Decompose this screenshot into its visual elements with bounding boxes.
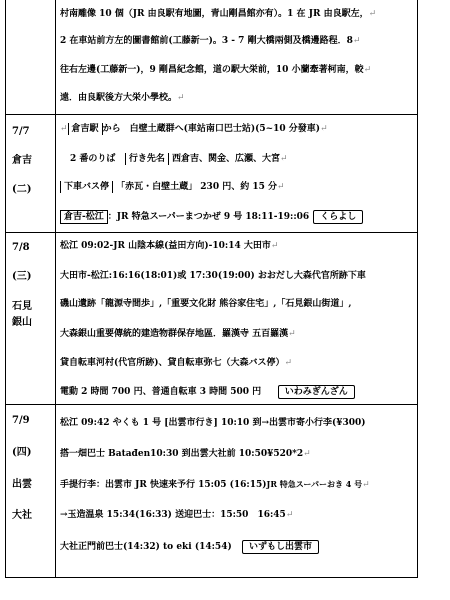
day-place: 出雲 xyxy=(12,479,32,490)
text-line: 村南雕像 10 個（JR 由良駅有地圖，青山剛昌館亦有）。1 在 JR 由良駅左，↵ xyxy=(60,9,377,19)
text-line: 2 在車站前方左的圖書館前(工藤新一)。3 - 7 剛大橋兩側及橋邊路程．8↵ xyxy=(60,36,361,46)
day-date: 7/7 xyxy=(12,126,30,137)
day-date: 7/9 xyxy=(12,415,30,426)
text-line: 磯山遺跡「龍源寺間歩」,「重要文化財 熊谷家住宅」,「石見銀山街道」, xyxy=(60,299,352,309)
hotel-badge: いわみぎんざん xyxy=(278,385,355,399)
text-line: 大森銀山重要傳統的建造物群保存地區．羅漢寺 五百羅漢↵ xyxy=(60,329,296,339)
table-bottom-border xyxy=(5,577,418,578)
row-divider xyxy=(5,404,418,405)
table-right-border xyxy=(417,0,418,578)
table-left-border xyxy=(5,0,6,578)
text-line: 大田市-松江:16:16(18:01)或 17:30(19:00) おおだし大森代官所跡下車 xyxy=(60,271,366,281)
day-place: 倉吉 xyxy=(12,155,32,166)
text-line: 遠．由良駅後方大栄小學校。↵ xyxy=(60,93,185,103)
day-date: 7/8 xyxy=(12,242,30,253)
text-line: 2 番のりば 行き先名 西倉吉、関金、広瀬、大宮↵ xyxy=(70,154,288,164)
text-line: ↵ 倉吉駅 から 白壁土蔵群へ(車站南口巴士站)(5~10 分發車)↵ xyxy=(60,124,328,134)
day-place: 石見 xyxy=(12,301,32,312)
day-weekday: (四) xyxy=(12,447,32,458)
day-weekday: (二) xyxy=(12,184,32,195)
text-line: 搭一畑巴士 Batađen10:30 到出雲大社前 10:50¥520*2↵ xyxy=(60,449,311,459)
day-place: 銀山 xyxy=(12,317,32,328)
table-column-divider xyxy=(55,0,56,578)
hotel-badge: くらよし xyxy=(313,210,363,224)
day-weekday: (三) xyxy=(12,271,32,282)
route-label: 倉吉-松江 xyxy=(60,210,108,224)
destination-label: 行き先名 xyxy=(125,153,169,165)
row-divider xyxy=(5,232,418,233)
text-line: 手提行李：出雲市 JR 快速来予行 15:05 (16:15)JR 特急スーパーおき 4 号↵ xyxy=(60,479,370,490)
text-line: →玉造温泉 15:34(16:33) 送迎巴士：15:50 16:45↵ xyxy=(60,510,294,520)
text-line: 電動 2 時間 700 円、普通自転車 3 時間 500 円 いわみぎんざん xyxy=(60,385,412,399)
text-line: 下車バス停 「赤瓦・白壁土蔵」 230 円、約 15 分↵ xyxy=(60,181,412,193)
hotel-badge: いずもし出雲市 xyxy=(242,540,319,554)
text-line: 倉吉-松江 ：JR 特急スーパーまつかぜ 9 号 18:11-19::06 くらよし xyxy=(60,210,412,224)
day-place: 大社 xyxy=(12,510,32,521)
text-line: 大社正門前巴士(14:32) to eki (14:54) いずもし出雲市 xyxy=(60,540,412,554)
bus-stop-label: 下車バス停 xyxy=(60,181,113,193)
text-line: 松江 09:42 やくも 1 号 [出雲市行き] 10:10 到→出雲市寄小行李(¥300) xyxy=(60,418,366,428)
text-line: 松江 09:02-JR 山陰本線(益田方向)-10:14 大田市↵ xyxy=(60,241,279,251)
station-name: 倉吉駅 xyxy=(68,123,103,135)
row-divider xyxy=(5,114,418,115)
text-line: 往右左邊(工藤新一)，9 剛昌紀念館，道の駅大栄前，10 小蘭牽著柯南，較↵ xyxy=(60,65,372,75)
text-line: 貸自転車河村(代官所跡)、貸自転車弥七（大森バス停）↵ xyxy=(60,358,293,368)
